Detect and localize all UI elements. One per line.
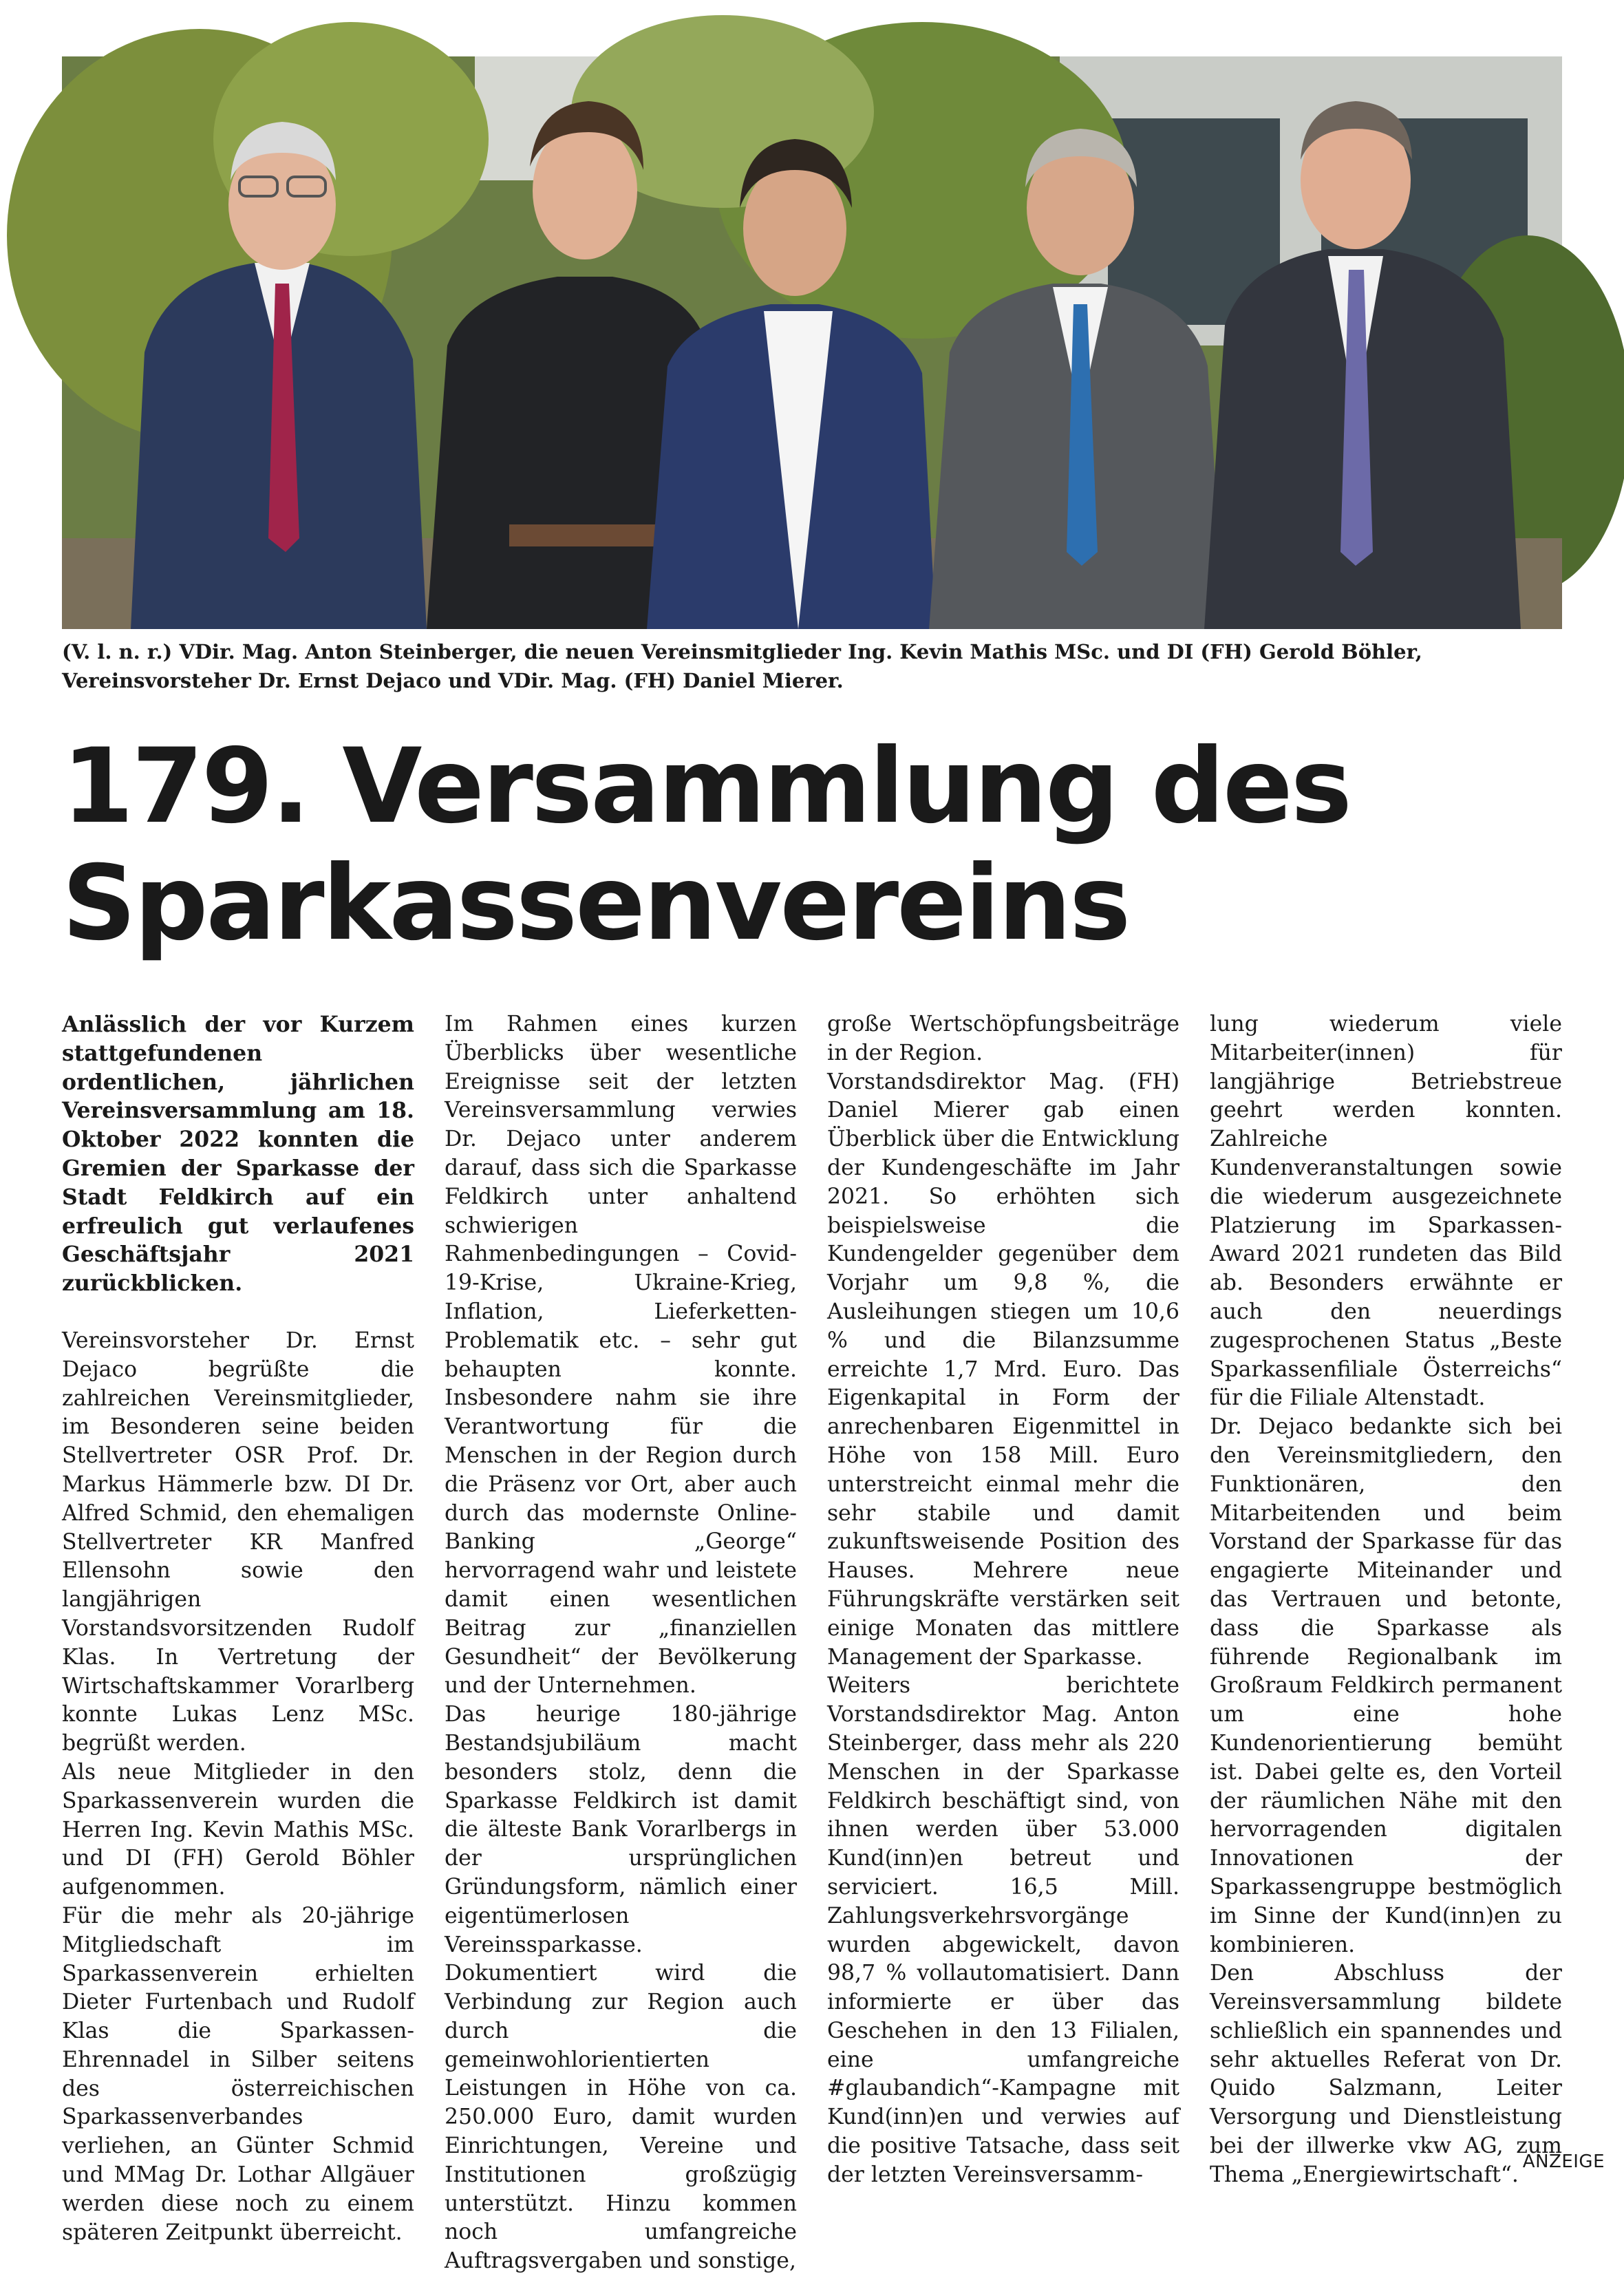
headline-line-1: 179. Versammlung des xyxy=(62,727,1350,847)
group-photo-illustration xyxy=(62,56,1562,629)
article-column-4 xyxy=(1210,1010,1562,2276)
article-paragraph: Im Rahmen eines kurzen Überblicks über wesentliche Ereignisse seit der letzten Vereinsversammlung verwies Dr. Dejaco unter anderem darauf, dass sich die Sparkasse Feldkirch unter anhaltend schwierigen Rahmenbedingungen – Covid-19-Krise, Ukraine-Krieg, Inflation, Lieferketten-Problematik etc. – sehr gut behaupten konnte. Insbesondere nahm sie ihre Verantwortung für die Menschen in der Region durch die Präsenz vor Ort, aber auch durch das modernste Online-Banking „George“ hervorragend wahr und leistete damit einen wesentlichen Beitrag zur „finanziellen Gesundheit“ der Bevölkerung und der Unternehmen. xyxy=(445,1012,797,1699)
article-paragraph: Vorstandsdirektor Mag. (FH) Daniel Mierer gab einen Überblick über die Entwicklung der Kundengeschäfte im Jahr 2021. So erhöhten sich beispielsweise die Kundengelder gegenüber dem Vorjahr um 9,8 %, die Ausleihungen stiegen um 10,6 % und die Bilanzsumme erreichte 1,7 Mrd. Euro. Das Eigenkapital in Form der anrechenbaren Eigenmittel in Höhe von 158 Mill. Euro unterstreicht einmal mehr die sehr stabile und damit zukunftsweisende Position des Hauses. Mehrere neue Führungskräfte verstärken seit einige Monaten das mittlere Management der Sparkasse. xyxy=(827,1069,1179,1670)
article-paragraph: Dr. Dejaco bedankte sich bei den Vereinsmitgliedern, den Funktionären, den Mitarbeitenden und beim Vorstand der Sparkasse für das engagierte Miteinander und das Vertrauen und betonte, dass die Sparkasse als führende Regionalbank im Großraum Feldkirch permanent um eine hohe Kundenorientierung bemüht ist. Dabei gelte es, den Vorteil der räumlichen Nähe mit den hervorragenden digitalen Innovationen der Sparkassengruppe bestmöglich im Sinne der Kund(inn)en zu kombinieren. xyxy=(1210,1414,1562,1957)
photo-caption: (V. l. n. r.) VDir. Mag. Anton Steinberger, die neuen Vereinsmitglieder Ing. Kevin Mathis MSc. und DI (FH) Gerold Böhler, Vereinsvorsteher Dr. Ernst Dejaco und VDir. Mag. (FH) Daniel Mierer. xyxy=(62,640,1422,692)
article-paragraph: Für die mehr als 20-jährige Mitgliedschaft im Sparkassenverein erhielten Dieter Furtenbach und Rudolf Klas die Sparkassen-Ehrennadel in Silber seitens des österreichischen Sparkassenverbandes verliehen, an Günter Schmid und MMag Dr. Lothar Allgäuer werden diese noch zu einem späteren Zeitpunkt überreicht. xyxy=(62,1903,414,2245)
article-paragraph: Weiters berichtete Vorstandsdirektor Mag. Anton Steinberger, dass mehr als 220 Menschen in der Sparkasse Feldkirch beschäftigt sind, von ihnen werden über 53.000 Kund(inn)en betreut und serviciert. 16,5 Mill. Zahlungsverkehrsvorgänge wurden abgewickelt, davon 98,7 % vollautomatisiert. Dann informierte er über das Geschehen in den 13 Filialen, eine umfangreiche #glaubandich“-Kampagne mit Kund(inn)en und verwies auf die positive Tatsache, dass seit der letzten Vereinsversamm- xyxy=(827,1673,1179,2187)
article-column-1 xyxy=(62,1010,414,2276)
article-column-2 xyxy=(445,1010,797,2276)
advertisement-label: ANZEIGE xyxy=(1522,2151,1605,2172)
group-photo xyxy=(62,56,1562,629)
article-paragraph: große Wertschöpfungsbeiträge in der Region. xyxy=(827,1012,1179,1065)
article-column-3 xyxy=(827,1010,1179,2276)
article-paragraph: Vereinsvorsteher Dr. Ernst Dejaco begrüßte die zahlreichen Vereinsmitglieder, im Besonderen seine beiden Stellvertreter OSR Prof. Dr. Markus Hämmerle bzw. DI Dr. Alfred Schmid, den ehemaligen Stellvertreter KR Manfred Ellensohn sowie den langjährigen Vorstandsvorsitzenden Rudolf Klas. In Vertretung der Wirtschaftskammer Vorarlberg konnte Lukas Lenz MSc. begrüßt werden. xyxy=(62,1328,414,1756)
article-paragraph: lung wiederum viele Mitarbeiter(innen) für langjährige Betriebstreue geehrt werden konnten. Zahlreiche Kundenveranstaltungen sowie die wiederum ausgezeichnete Platzierung im Sparkassen-Award 2021 rundeten das Bild ab. Besonders erwähnte er auch den neuerdings zugesprochenen Status „Beste Sparkassenfiliale Österreichs“ für die Filiale Altenstadt. xyxy=(1210,1012,1562,1411)
article-paragraph: Als neue Mitglieder in den Sparkassenverein wurden die Herren Ing. Kevin Mathis MSc. und DI (FH) Gerold Böhler aufgenommen. xyxy=(62,1759,414,1900)
article-body xyxy=(62,1010,1562,2274)
article-paragraph: Das heurige 180-jährige Bestandsjubiläum macht besonders stolz, denn die Sparkasse Feldkirch ist damit die älteste Bank Vorarlbergs in der ursprünglichen Gründungsform, nämlich einer eigentümerlosen Vereinssparkasse. Dokumentiert wird die Verbindung zur Region auch durch die gemeinwohlorientierten Leistungen in Höhe von ca. 250.000 Euro, damit wurden Einrichtungen, Vereine und Institutionen großzügig unterstützt. Hinzu kommen noch umfangreiche Auftragsvergaben und sonstige, xyxy=(445,1702,797,2274)
article-paragraph: Den Abschluss der Vereinsversammlung bildete schließlich ein spannendes und sehr aktuelles Referat von Dr. Quido Salzmann, Leiter Versorgung und Dienstleistung bei der illwerke vkw AG, zum Thema „Energiewirtschaft“. xyxy=(1210,1961,1562,2187)
headline-line-2: Sparkassenvereins xyxy=(62,844,1129,964)
article-lead: Anlässlich der vor Kurzem stattgefundenen ordentlichen, jährlichen Vereinsversammlung am 18. Oktober 2022 konnten die Gremien der Sparkasse der Stadt Feldkirch auf ein erfreulich gut verlaufenes Geschäftsjahr 2021 zurückblicken. xyxy=(62,1012,414,1297)
headline xyxy=(62,728,1562,962)
